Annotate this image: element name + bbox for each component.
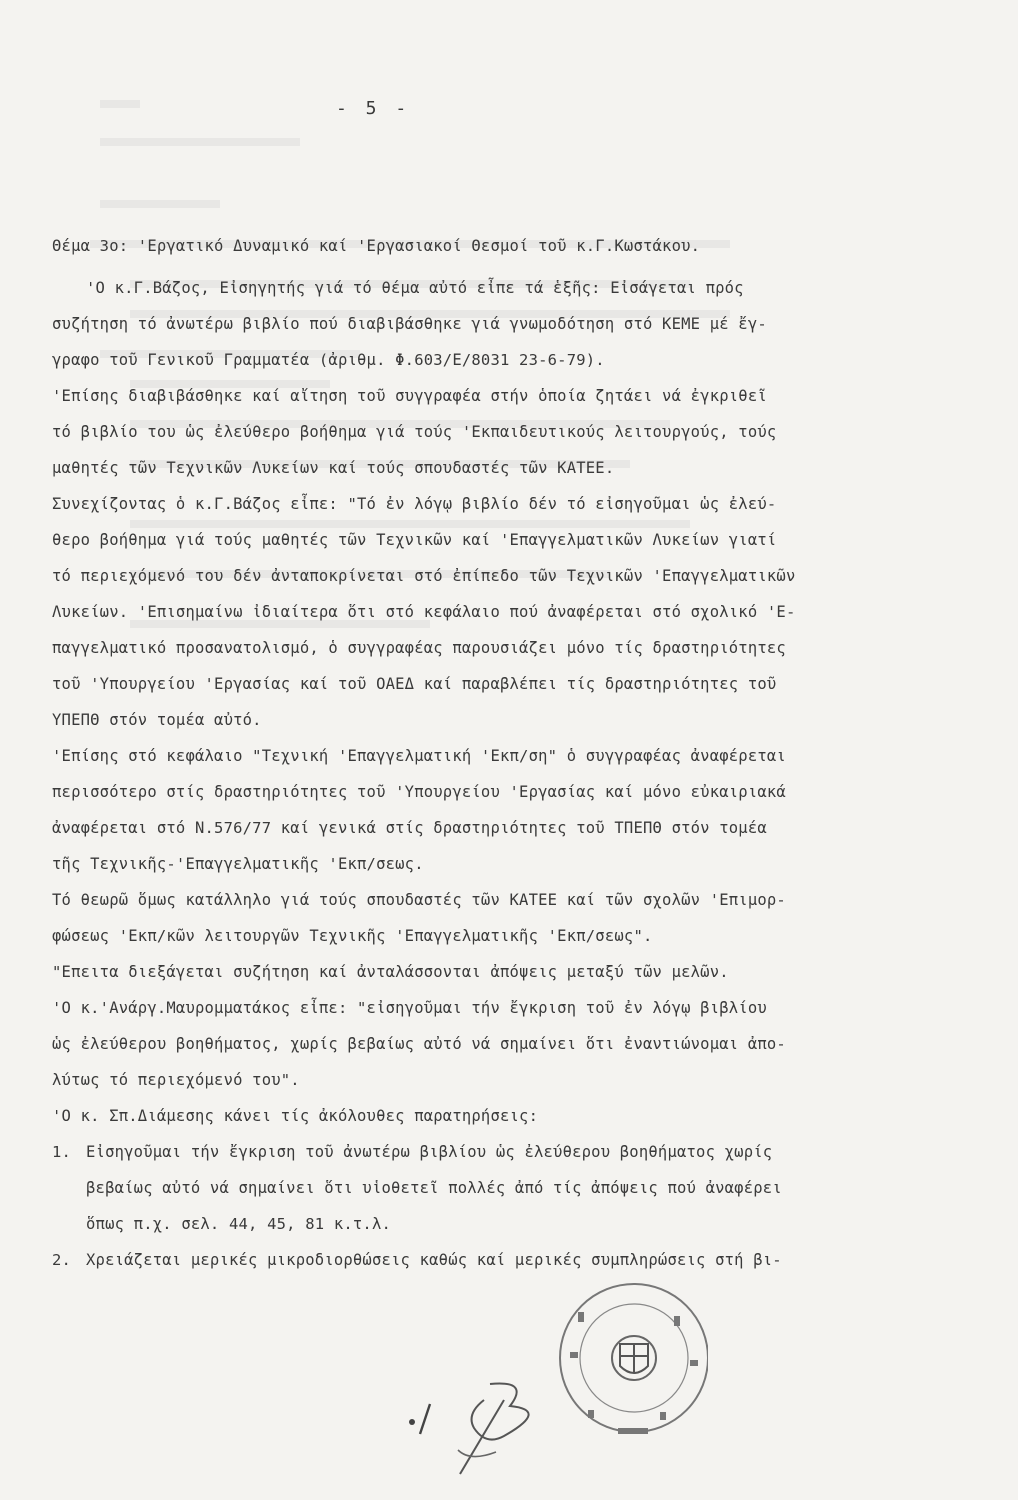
paragraph-line: τό βιβλίο του ὡς ἐλεύθερο βοήθημα γιά τούς 'Εκπαιδευτικούς λειτουργούς, τούς xyxy=(52,423,777,441)
list-item-number: 2. xyxy=(52,1251,72,1269)
paragraph-line: γραφο τοῦ Γενικοῦ Γραμματέα (ἀριθμ. Φ.603/Ε/8031 23-6-79). xyxy=(52,351,605,369)
paragraph-line: φώσεως 'Εκπ/κῶν λειτουργῶν Τεχνικῆς 'Επαγγελματικῆς 'Εκπ/σεως". xyxy=(52,927,653,945)
paragraph-line: Τό θεωρῶ ὅμως κατάλληλο γιά τούς σπουδαστές τῶν ΚΑΤΕΕ καί τῶν σχολῶν 'Επιμορ- xyxy=(52,891,786,909)
paragraph-line: ἀναφέρεται στό Ν.576/77 καί γενικά στίς δραστηριότητες τοῦ ΤΠΕΠΘ στόν τομέα xyxy=(52,819,767,837)
list-item-text: βεβαίως αὐτό νά σημαίνει ὅτι υἱοθετεῖ πολλές ἀπό τίς ἀπόψεις πού ἀναφέρει xyxy=(86,1179,782,1197)
topic-heading: Θέμα 3ο: 'Εργατικό Δυναμικό καί 'Εργασιακοί Θεσμοί τοῦ κ.Γ.Κωστάκου. xyxy=(52,237,701,255)
minutes-body xyxy=(52,236,912,1286)
paragraph-line: παγγελματικό προσανατολισμό, ὁ συγγραφέας παρουσιάζει μόνο τίς δραστηριότητες xyxy=(52,639,786,657)
paragraph-line: θερο βοήθημα γιά τούς μαθητές τῶν Τεχνικῶν καί 'Επαγγελματικῶν Λυκείων γιατί xyxy=(52,531,777,549)
paragraph-line: "Επειτα διεξάγεται συζήτηση καί ἀνταλάσσονται ἀπόψεις μεταξύ τῶν μελῶν. xyxy=(52,963,729,981)
paragraph-line: τοῦ 'Υπουργείου 'Εργασίας καί τοῦ ΟΑΕΔ καί παραβλέπει τίς δραστηριότητες τοῦ xyxy=(52,675,777,693)
paragraph-line: λύτως τό περιεχόμενό του". xyxy=(52,1071,300,1089)
paragraph-line: συζήτηση τό ἀνωτέρω βιβλίο πού διαβιβάσθηκε γιά γνωμοδότηση στό ΚΕΜΕ μέ ἔγ- xyxy=(52,315,767,333)
list-item-2 xyxy=(52,1250,912,1286)
list-item-number: 1. xyxy=(52,1143,72,1161)
paragraph-line: μαθητές τῶν Τεχνικῶν Λυκείων καί τούς σπουδαστές τῶν ΚΑΤΕΕ. xyxy=(52,459,615,477)
paragraph-line: 'Ο κ.Γ.Βάζος, Εἰσηγητής γιά τό θέμα αὐτό εἶπε τά ἑξῆς: Εἰσάγεται πρός xyxy=(86,279,744,297)
paragraph-line: 'Επίσης στό κεφάλαιο "Τεχνική 'Επαγγελματική 'Εκπ/ση" ὁ συγγραφέας ἀναφέρεται xyxy=(52,747,786,765)
list-item-text: Χρειάζεται μερικές μικροδιορθώσεις καθώς καί μερικές συμπληρώσεις στή βι- xyxy=(86,1251,782,1269)
paragraph-line: 'Ο κ. Σπ.Διάμεσης κάνει τίς ἀκόλουθες παρατηρήσεις: xyxy=(52,1107,539,1125)
list-item-text: Εἰσηγοῦμαι τήν ἔγκριση τοῦ ἀνωτέρω βιβλίου ὡς ἐλεύθερου βοηθήματος χωρίς xyxy=(86,1143,773,1161)
paragraph-line: Λυκείων. 'Επισημαίνω ἰδιαίτερα ὅτι στό κεφάλαιο πού ἀναφέρεται στό σχολικό 'Ε- xyxy=(52,603,796,621)
official-seal-stamp xyxy=(548,1272,708,1472)
paragraph-line: τῆς Τεχνικῆς-'Επαγγελματικῆς 'Εκπ/σεως. xyxy=(52,855,424,873)
paragraph-line: ΥΠΕΠΘ στόν τομέα αὐτό. xyxy=(52,711,262,729)
paragraph-line: 'Επίσης διαβιβάσθηκε καί αἴτηση τοῦ συγγραφέα στήν ὁποία ζητάει νά ἐγκριθεῖ xyxy=(52,387,767,405)
handwritten-signature xyxy=(400,1370,570,1480)
paragraph-line: τό περιεχόμενό του δέν ἀνταποκρίνεται στό ἐπίπεδο τῶν Τεχνικῶν 'Επαγγελματικῶν xyxy=(52,567,796,585)
list-item-1 xyxy=(52,1142,912,1178)
paragraph-line: ὡς ἐλεύθερου βοηθήματος, χωρίς βεβαίως αὐτό νά σημαίνει ὅτι ἐναντιώνομαι ἀπο- xyxy=(52,1035,786,1053)
paragraph-line: 'Ο κ.'Ανάργ.Μαυρομματάκος εἶπε: "εἰσηγοῦμαι τήν ἔγκριση τοῦ ἐν λόγῳ βιβλίου xyxy=(52,999,767,1017)
paragraph-line: Συνεχίζοντας ὁ κ.Γ.Βάζος εἶπε: "Τό ἐν λόγῳ βιβλίο δέν τό εἰσηγοῦμαι ὡς ἐλεύ- xyxy=(52,495,777,513)
paragraph-line: περισσότερο στίς δραστηριότητες τοῦ 'Υπουργείου 'Εργασίας καί μόνο εὐκαιριακά xyxy=(52,783,786,801)
page-number: - 5 - xyxy=(336,98,411,119)
list-item-text: ὅπως π.χ. σελ. 44, 45, 81 κ.τ.λ. xyxy=(86,1215,392,1233)
